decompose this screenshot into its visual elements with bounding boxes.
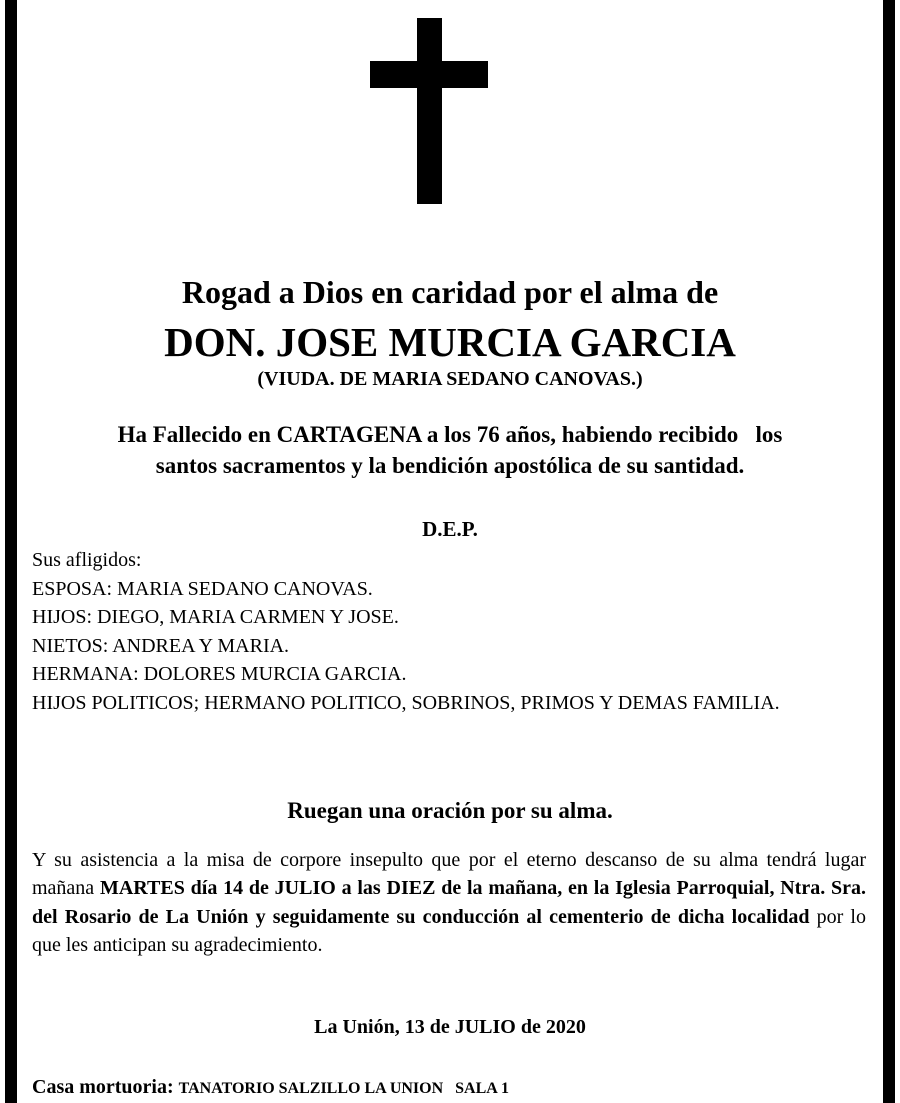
mortuary-line xyxy=(32,1073,509,1103)
mass-text-part1: Y su asistencia a la misa de corpore insepulto que por el eterno descanso de su alma tendrá lugar mañana xyxy=(32,849,866,900)
death-notice-line1: Ha Fallecido en CARTAGENA a los 76 años, habiendo recibido los xyxy=(117,422,783,447)
page-border-right xyxy=(883,0,895,1103)
dateline: La Unión, 13 de JULIO de 2020 xyxy=(314,1016,586,1038)
death-notice-line2: santos sacramentos y la bendición apostólica de su santidad. xyxy=(155,453,745,478)
page-border-left xyxy=(5,0,17,1103)
family-grandchildren: NIETOS: ANDREA Y MARIA. xyxy=(32,634,290,657)
family-list xyxy=(32,546,866,717)
family-children: HIJOS: DIEGO, MARIA CARMEN Y JOSE. xyxy=(32,606,399,628)
prayer-request: Ruegan una oración por su alma. xyxy=(287,798,613,823)
invocation-text: Rogad a Dios en caridad por el alma de xyxy=(181,274,719,310)
family-others: HIJOS POLITICOS; HERMANO POLITICO, SOBRINOS, PRIMOS Y DEMAS FAMILIA. xyxy=(32,691,780,714)
family-sister: HERMANA: DOLORES MURCIA GARCIA. xyxy=(32,663,407,685)
mass-paragraph xyxy=(32,846,866,959)
mortuary-value: TANATORIO SALZILLO LA UNION SALA 1 xyxy=(178,1080,509,1097)
mortuary-label: Casa mortuoria: xyxy=(32,1076,179,1098)
mass-text-part3: por lo que les anticipan su agradecimiento. xyxy=(32,905,866,956)
deceased-name: DON. JOSE MURCIA GARCIA xyxy=(164,319,736,365)
mass-text-details: MARTES día 14 de JULIO a las DIEZ de la mañana, en la Iglesia Parroquial, Ntra. Sra. del Rosario de La Unión y seguidamente su conducción al cementerio de dicha localidad xyxy=(32,877,867,928)
cross-icon xyxy=(370,18,488,204)
widow-note: (VIUDA. DE MARIA SEDANO CANOVAS.) xyxy=(257,368,643,390)
dep-heading: D.E.P. xyxy=(422,517,478,541)
family-wife: ESPOSA: MARIA SEDANO CANOVAS. xyxy=(32,577,373,600)
family-intro: Sus afligidos: xyxy=(32,549,142,571)
